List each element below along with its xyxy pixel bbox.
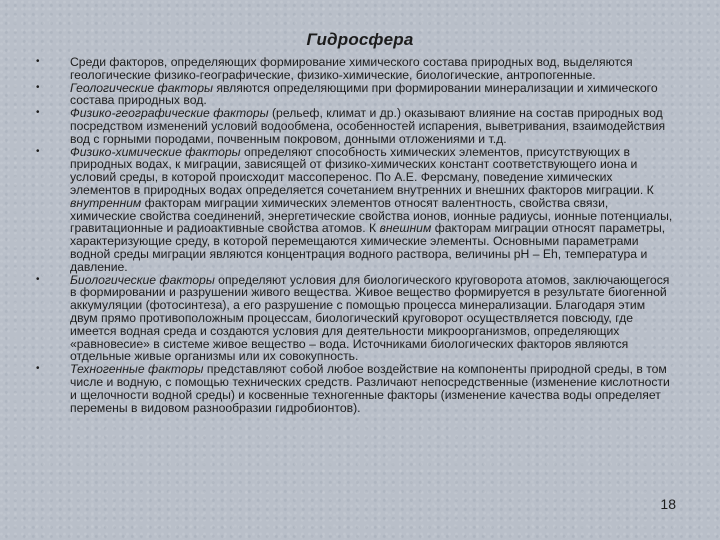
- bullet-dot-icon: •: [36, 56, 40, 67]
- bullet-text: (рельеф, климат и др.) оказывают влияние на состав природных вод посредством изменений условий водообмена, особенностей испарения, выветривания, взаимодействия вод с горными породами, почвенным покровом, донными отложениями и т.д.: [70, 106, 666, 146]
- bullet-dot-icon: •: [36, 145, 40, 157]
- bullet-item: [38, 82, 674, 108]
- bullet-term: Биологические факторы: [70, 272, 215, 287]
- bullet-dot-icon: •: [36, 81, 40, 93]
- bullet-term: внутренним: [70, 195, 142, 210]
- bullet-text: определяют условия для биологического круговорота атомов, заключающегося в формировании и разрушении живого вещества. Живое вещество формируется в результате биогенной аккумуляции (фотосинтеза), а его разрушение с помощью процесса минерализации. Благодаря этим двум прямо противоположным процессам, биологический круговорот осуществляется повсюду, где имеется водная среда и создаются условия для деятельности микроорганизмов, определяющих «равновесие» в системе живое вещество – вода. Источниками биологических факторов являются отдельные живые организмы или их совокупность.: [70, 272, 670, 364]
- bullet-term: Физико-географические факторы: [70, 106, 269, 121]
- slide-title: Гидросфера: [306, 30, 414, 49]
- bullet-dot-icon: •: [36, 107, 40, 119]
- bullet-text: определяют способность химических элементов, присутствующих в природных водах, к миграции, зависящей от физико-химических констант соответствующего иона и условий среды, в которой происходит массоперенос. По А.Е. Ферсману, поведение химических элементов в природных водах определяется сочетанием внутренних и внешних факторов миграции. К: [70, 144, 654, 197]
- bullet-dot-icon: •: [36, 273, 40, 285]
- bullet-dot-icon: •: [36, 363, 40, 375]
- bullet-text: являются определяющими при формировании минерализации и химического состава природных вод.: [70, 80, 658, 108]
- bullet-term: внешним: [379, 221, 432, 236]
- bullet-list: [38, 56, 674, 414]
- bullet-item: [38, 146, 674, 274]
- bullet-text: Среди факторов, определяющих формирование химического состава природных вод, выделяются геологические физико-географические, физико-химические, биологические, антропогенные.: [70, 55, 633, 82]
- slide-number: 18: [660, 496, 676, 512]
- bullet-term: Геологические факторы: [70, 80, 213, 95]
- bullet-item: [38, 363, 674, 414]
- bullet-item: [38, 56, 674, 82]
- bullet-item: [38, 274, 674, 364]
- bullet-term: Физико-химические факторы: [70, 144, 241, 159]
- bullet-text: представляют собой любое воздействие на компоненты природной среды, в том числе и водную, с помощью технических средств. Различают непосредственные (изменение кислотности и щелочности водной среды) и косвенные техногенные факторы (изменение качества воды определяет перемены в видовом разнообразии гидробионтов).: [70, 362, 670, 415]
- bullet-item: [38, 107, 674, 145]
- bullet-term: Техногенные факторы: [70, 362, 204, 377]
- bullet-text: факторам миграции относят параметры, характеризующие среду, в которой перемещаются химические элементы. Основными параметрами водной среды миграции являются концентрация водного раствора, величины pH – Eh, температура и давление.: [70, 221, 666, 274]
- bullet-text: факторам миграции химических элементов относят валентность, свойства связи, химические свойства соединений, энергетические свойства ионов, ионные радиусы, ионные потенциалы, гравитационные и радиоактивные свойства атомов. К: [70, 195, 673, 236]
